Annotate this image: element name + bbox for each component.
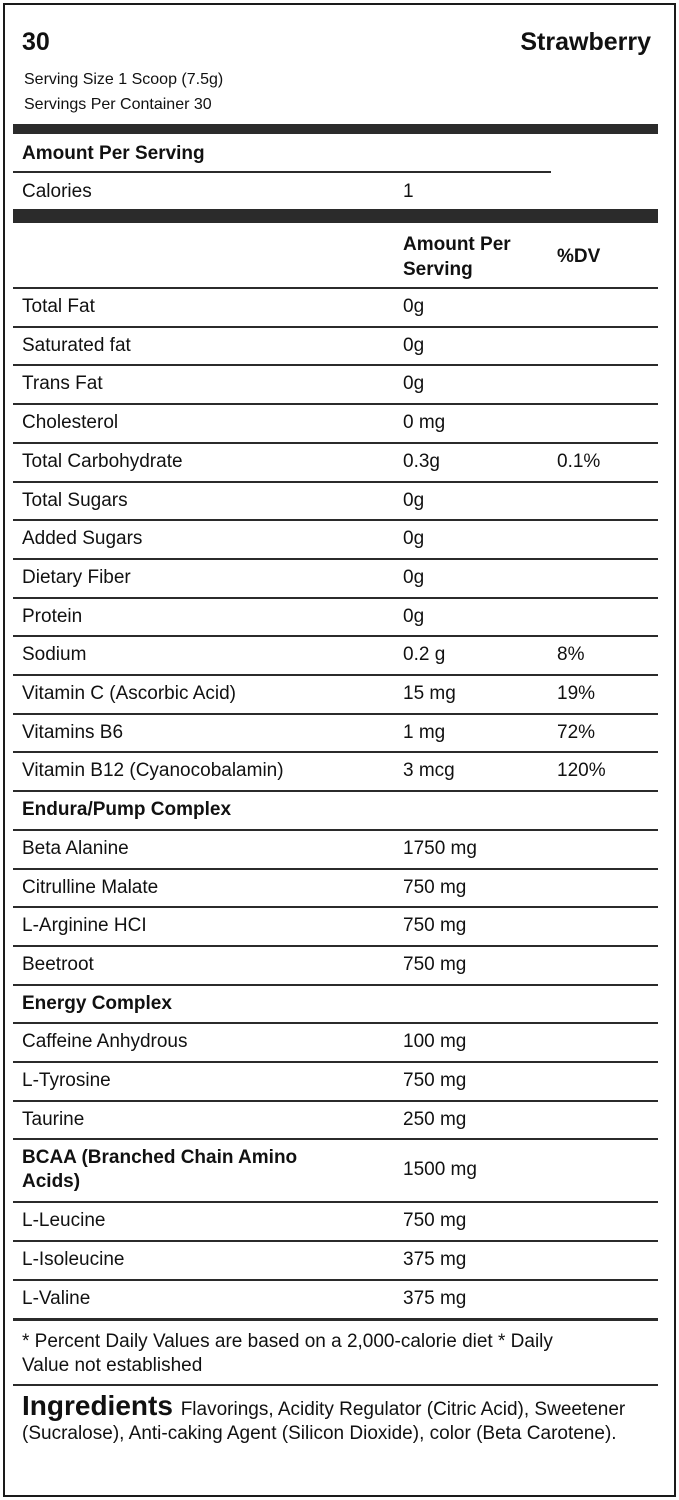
row-divider <box>13 481 658 483</box>
row-divider <box>13 403 658 405</box>
column-header-amount: Serving <box>403 259 473 280</box>
row-divider <box>13 364 658 366</box>
row-divider <box>13 1138 658 1140</box>
row-divider <box>13 442 658 444</box>
nutrient-amount: 0g <box>403 528 425 550</box>
nutrient-label: Vitamin C (Ascorbic Acid) <box>22 683 236 704</box>
nutrient-amount: 375 mg <box>403 1287 467 1309</box>
divider <box>13 1384 658 1386</box>
nutrient-label: Dietary Fiber <box>22 566 131 588</box>
nutrient-amount: 375 mg <box>403 1249 467 1271</box>
nutrient-label: L-Isoleucine <box>22 1249 125 1271</box>
nutrient-amount: 0.3g <box>403 450 440 472</box>
row-divider <box>13 597 658 599</box>
nutrient-label: Total Sugars <box>22 489 128 511</box>
nutrient-amount: 0g <box>403 566 425 588</box>
thick-divider <box>13 124 658 134</box>
row-divider <box>13 1318 658 1321</box>
row-divider <box>13 713 658 715</box>
nutrient-label: Endura/Pump Complex <box>22 799 232 821</box>
row-divider <box>13 906 658 908</box>
nutrient-label: Acids) <box>22 1171 81 1193</box>
row-divider <box>13 674 658 676</box>
nutrient-label: Caffeine Anhydrous <box>22 1031 188 1053</box>
row-divider <box>13 287 658 289</box>
servings-per-container: Servings Per Container 30 <box>24 96 212 113</box>
nutrition-label-frame <box>3 3 676 1497</box>
row-divider <box>13 519 658 521</box>
nutrient-label: Beta Alanine <box>22 837 129 859</box>
calories-label: Calories <box>22 181 92 202</box>
row-divider <box>13 326 658 328</box>
column-header-amount: Amount Per <box>403 234 511 255</box>
nutrient-label: Added Sugars <box>22 528 143 550</box>
nutrient-amount: 15 mg <box>403 683 456 704</box>
nutrient-amount: 1750 mg <box>403 837 477 859</box>
row-divider <box>13 1201 658 1203</box>
nutrient-amount: 250 mg <box>403 1108 467 1130</box>
footnote-line: * Percent Daily Values are based on a 2,000-calorie diet * Daily <box>22 1331 553 1352</box>
nutrient-label: Saturated fat <box>22 334 131 356</box>
nutrient-amount: 1 mg <box>403 721 446 743</box>
nutrient-amount: 0g <box>403 605 425 627</box>
nutrient-label: L-Tyrosine <box>22 1070 111 1091</box>
row-divider <box>13 945 658 947</box>
daily-value-footnote <box>22 1330 652 1378</box>
nutrient-label: Taurine <box>22 1108 85 1130</box>
nutrient-label: Citrulline Malate <box>22 876 159 898</box>
nutrient-amount: 100 mg <box>403 1031 467 1053</box>
nutrient-dv: 19% <box>557 683 596 704</box>
divider <box>13 171 551 173</box>
row-divider <box>13 1022 658 1024</box>
row-divider <box>13 1100 658 1102</box>
nutrient-amount: 0g <box>403 334 425 356</box>
nutrient-label: L-Leucine <box>22 1210 106 1232</box>
nutrient-dv: 0.1% <box>557 450 601 472</box>
nutrient-label: Total Fat <box>22 296 95 317</box>
row-divider <box>13 868 658 870</box>
nutrient-amount: 0.2 g <box>403 644 446 666</box>
nutrient-label: Beetroot <box>22 953 94 975</box>
row-divider <box>13 984 658 986</box>
row-divider <box>13 829 658 831</box>
nutrient-dv: 72% <box>557 721 596 743</box>
nutrient-label: BCAA (Branched Chain Amino <box>22 1147 298 1169</box>
nutrient-label: L-Valine <box>22 1287 91 1309</box>
row-divider <box>13 1061 658 1063</box>
nutrient-label: Cholesterol <box>22 412 119 434</box>
nutrient-label: Trans Fat <box>22 373 103 395</box>
ingredients-text: Flavorings, Acidity Regulator (Citric Acid), Sweetener (Sucralose), Anti-caking Agent (Silicon Dioxide), color (Beta Carotene). <box>22 1399 626 1444</box>
nutrient-amount: 750 mg <box>403 1070 467 1091</box>
nutrient-amount: 0 mg <box>403 412 446 434</box>
nutrient-amount: 750 mg <box>403 953 467 975</box>
row-divider <box>13 1279 658 1281</box>
serving-size: Serving Size 1 Scoop (7.5g) <box>24 71 224 88</box>
row-divider <box>13 1240 658 1242</box>
amount-per-serving-heading: Amount Per Serving <box>22 143 205 164</box>
product-count: 30 <box>22 28 50 56</box>
nutrient-label: Protein <box>22 605 83 627</box>
column-header-dv: %DV <box>557 246 601 267</box>
row-divider <box>13 635 658 637</box>
row-divider <box>13 558 658 560</box>
flavor-name: Strawberry <box>520 28 651 56</box>
calories-value: 1 <box>403 181 414 202</box>
nutrient-amount: 0g <box>403 489 425 511</box>
nutrient-label: Energy Complex <box>22 992 172 1014</box>
nutrient-amount: 750 mg <box>403 915 467 937</box>
nutrient-label: Vitamins B6 <box>22 721 124 743</box>
row-divider <box>13 790 658 792</box>
thick-divider <box>13 209 658 223</box>
nutrient-amount: 3 mcg <box>403 760 455 782</box>
nutrient-label: Vitamin B12 (Cyanocobalamin) <box>22 760 284 782</box>
row-divider <box>13 751 658 753</box>
footnote-line: Value not established <box>22 1355 203 1376</box>
ingredients-section <box>22 1390 652 1446</box>
nutrient-dv: 8% <box>557 644 585 666</box>
nutrient-amount: 750 mg <box>403 1210 467 1232</box>
nutrient-amount: 750 mg <box>403 876 467 898</box>
nutrient-label: Sodium <box>22 644 87 666</box>
ingredients-title: Ingredients <box>22 1390 181 1421</box>
nutrient-label: L-Arginine HCI <box>22 915 147 937</box>
nutrient-amount: 0g <box>403 296 425 317</box>
nutrient-amount: 0g <box>403 373 425 395</box>
nutrient-amount: 1500 mg <box>403 1159 477 1181</box>
nutrient-dv: 120% <box>557 760 606 782</box>
nutrient-label: Total Carbohydrate <box>22 450 183 472</box>
